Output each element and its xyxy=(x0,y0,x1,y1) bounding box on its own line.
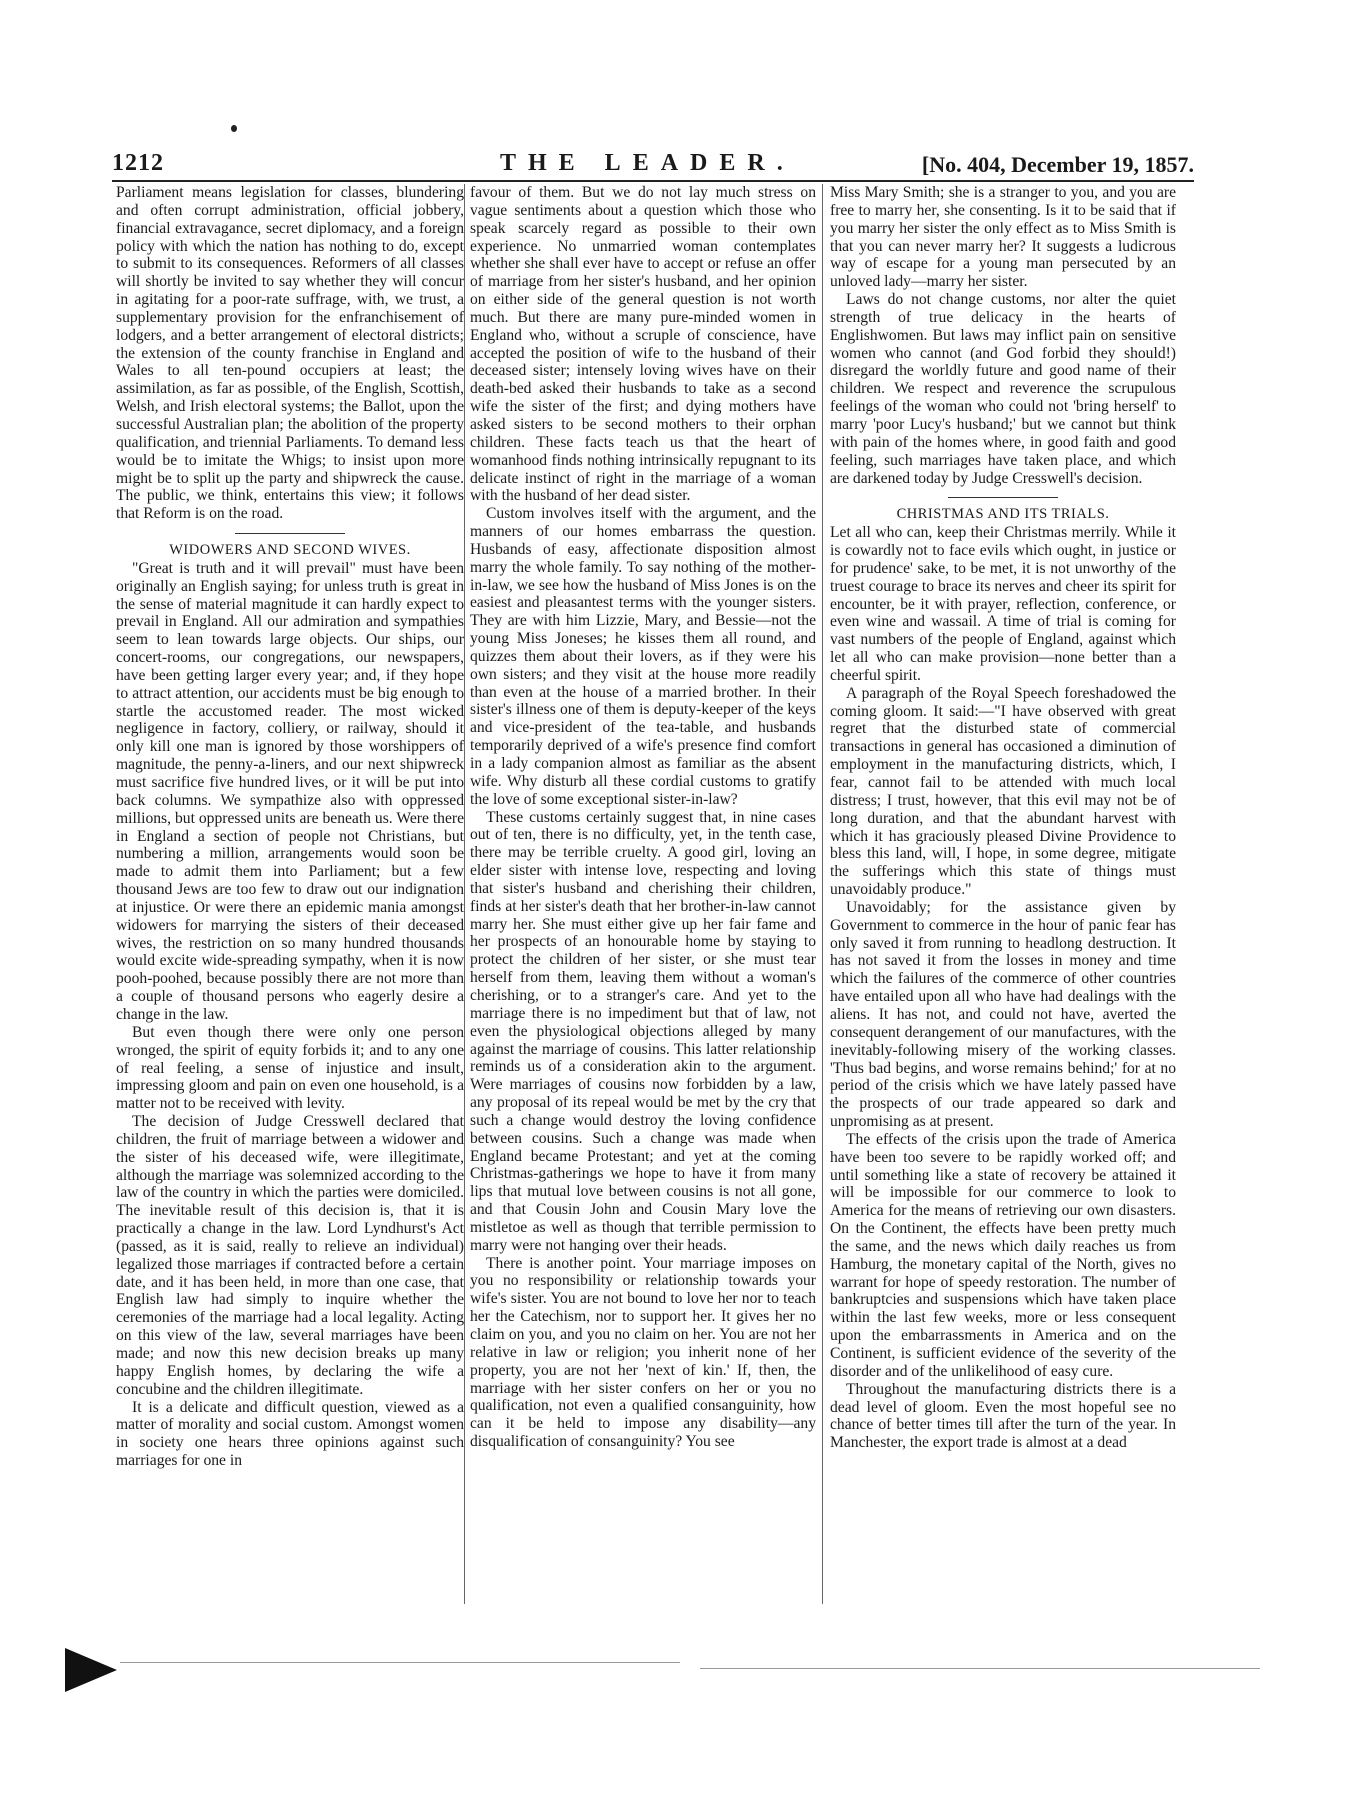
column-rule-1 xyxy=(464,184,465,1604)
section-divider xyxy=(235,533,345,534)
paragraph: "Great is truth and it will prevail" must have been originally an English saying; for unless truth is great in the sense of material magnitude it can hardly expect to prevail in England. All our admiration and sympathies seem to lean towards large objects. Our ships, our concert-rooms, our congregations, our newspapers, have been getting larger every year; and, if they hope to attract attention, our accidents must be big enough to startle the accustomed reader. The most wicked negligence in factory, colliery, or railway, should it only kill one man is ignored by those worshippers of magnitude, the penny-a-liners, and our next shipwreck must sacrifice five hundred lives, or it will be put into back columns. We sympathize also with oppressed millions, but oppressed units are beneath us. Were there in England a section of people not Christians, but numbering a million, arrangements would soon be made to admit them into Parliament; but a few thousand Jews are too few to draw out our indignation at injustice. Or were there an epidemic mania amongst widowers for marrying the sisters of their deceased wives, the restriction on so many hundred thousands would excite wide-spreading sympathy, when it is now pooh-poohed, because possibly there are not more than a couple of thousand persons who eagerly desire a change in the law. xyxy=(116,559,464,1023)
paragraph: There is another point. Your marriage imposes on you no responsibility or relationship towards your wife's sister. You are not bound to love her nor to teach her the Catechism, nor to support her. It gives her no claim on you, and you no claim on her. You are not her relative in law or religion; you inherit none of her property, you are not her 'next of kin.' If, then, the marriage with her sister confers on her or you no qualification, not even a qualified consanguinity, how can it be held to impose any disability—any disqualification of consanguinity? You see xyxy=(470,1254,816,1451)
page-number: 1212 xyxy=(112,150,164,176)
newspaper-title: THE LEADER. xyxy=(500,150,795,176)
paragraph: Throughout the manufacturing districts there is a dead level of gloom. Even the most hopeful see no chance of better times till after the turn of the year. In Manchester, the export trade is almost at a dead xyxy=(830,1380,1176,1452)
page-header xyxy=(112,150,1194,182)
column-rule-2 xyxy=(822,184,823,1604)
paragraph: But even though there were only one person wronged, the spirit of equity forbids it; and to any one of real feeling, a sense of injustice and insult, impressing gloom and pain on even one household, is a matter not to be received with levity. xyxy=(116,1023,464,1113)
article-heading-widowers: WIDOWERS AND SECOND WIVES. xyxy=(169,542,411,559)
paragraph: favour of them. But we do not lay much stress on vague sentiments about a question which those who speak scarcely regard as possible to their own experience. No unmarried woman contemplates whether she shall ever have to accept or refuse an offer of marriage from her sister's husband, and her opinion on either side of the general question is not worth much. But there are many pure-minded women in England who, without a scruple of conscience, have accepted the position of wife to the husband of their deceased sister; intensely loving wives have on their death-bed asked their husbands to take as a second wife the sister of the first; and dying mothers have asked sisters to be second mothers to their orphan children. These facts teach us that the heart of womanhood finds nothing intrinsically repugnant to its delicate instinct of right in the marriage of a woman with the husband of her dead sister. xyxy=(470,184,816,505)
paragraph: Parliament means legislation for classes, blundering and often corrupt administration, official jobbery, financial extravagance, secret diplomacy, and a foreign policy with which the nation has nothing to do, except to submit to its consequences. Reformers of all classes will shortly be invited to say whether they will concur in agitating for a poor-rate suffrage, with, we trust, a supplementary provision for the enfranchisement of lodgers, and a better arrangement of electoral districts; the extension of the county franchise in England and Wales to all ten-pound occupiers at least; the assimilation, as far as possible, of the English, Scottish, Welsh, and Irish electoral systems; the Ballot, upon the successful Australian plan; the abolition of the property qualification, and triennial Parliaments. To demand less would be to imitate the Whigs; to insist upon more might be to split up the party and shipwreck the cause. The public, we think, entertains this view; it follows that Reform is on the road. xyxy=(116,184,464,523)
issue-date: [No. 404, December 19, 1857. xyxy=(921,152,1194,177)
paragraph: A paragraph of the Royal Speech foreshadowed the coming gloom. It said:—"I have observed with great regret that the disturbed state of commercial transactions in general has occasioned a diminution of employment in the manufacturing districts, which, I fear, cannot fail to be attended with much local distress; I trust, however, that this evil may not be of long duration, and that the abundant harvest with which it has graciously pleased Divine Providence to bless this land, will, I hope, in some degree, mitigate the sufferings which this state of things must unavoidably produce." xyxy=(830,684,1176,899)
paragraph: Let all who can, keep their Christmas merrily. While it is cowardly not to face evils which ought, in justice or for prudence' sake, to be met, it is not unworthy of the truest courage to brace its nerves and cheer its spirit for encounter, be it with prayer, reflection, conference, or even wine and wassail. A time of trial is coming for vast numbers of the people of England, against which let all who can make provision—none better than a cheerful spirit. xyxy=(830,524,1176,684)
paragraph: It is a delicate and difficult question, viewed as a matter of morality and social custom. Amongst women in society one hears three opinions against such marriages for one in xyxy=(116,1398,464,1470)
paragraph: The effects of the crisis upon the trade of America have been too severe to be rapidly worked off; and until something like a state of recovery be attained it will be impossible for our commerce to look to America for the means of retrieving our own disasters. On the Continent, the effects have been pretty much the same, and the news which daily reaches us from Hamburg, the monetary capital of the North, gives no warrant for hope of speedy restoration. The number of bankruptcies and suspensions which have taken place within the last few weeks, more or less consequent upon the embarrassments in America and on the Continent, is sufficient evidence of the severity of the disorder and of the unlikelihood of easy cure. xyxy=(830,1130,1176,1380)
article-heading-christmas: CHRISTMAS AND ITS TRIALS. xyxy=(896,506,1110,523)
header-rule xyxy=(112,180,1194,182)
column-2 xyxy=(470,184,816,1584)
scan-mark-dot xyxy=(231,125,237,132)
paragraph: Custom involves itself with the argument, and the manners of our homes embarrass the question. Husbands of easy, affectionate disposition almost marry the whole family. To say nothing of the mother-in-law, we see how the husband of Miss Jones is on the easiest and pleasantest terms with the younger sisters. They are with him Lizzie, Mary, and Bessie—not the young Miss Joneses; he kisses them all round, and quizzes them about their lovers, as if they were his own sisters; and they visit at the house more readily than even at the house of a married brother. In their sister's illness one of them is deputy-keeper of the keys and vice-president of the tea-table, and husbands temporarily deprived of a wife's presence find comfort in a lady companion almost as familiar as the absent wife. Why disturb all these cordial customs to gratify the love of some exceptional sister-in-law? xyxy=(470,505,816,808)
paragraph: Laws do not change customs, nor alter the quiet strength of true delicacy in the hearts of Englishwomen. But laws may inflict pain on sensitive women who cannot (and God forbid they should!) disregard the worldly future and good name of their children. We respect and reverence the scrupulous feelings of the woman who could not 'bring herself' to marry 'poor Lucy's husband;' but we cannot but think with pain of the homes where, in good faith and good feeling, such marriages have taken place, and which are darkened today by Judge Cresswell's decision. xyxy=(830,291,1176,487)
scan-noise-line xyxy=(120,1662,680,1663)
column-1 xyxy=(116,184,464,1584)
section-divider xyxy=(948,497,1058,498)
scan-corner-mark xyxy=(65,1648,117,1692)
paragraph: Miss Mary Smith; she is a stranger to you, and you are free to marry her, she consenting. Is it to be said that if you marry her sister the only effect as to Miss Smith is that you can never marry her? It suggests a ludicrous way of escape for a young man persecuted by an unloved lady—marry her sister. xyxy=(830,184,1176,291)
paragraph: The decision of Judge Cresswell declared that children, the fruit of marriage between a widower and the sister of his deceased wife, were illegitimate, although the marriage was solemnized according to the law of the country in which the parties were domiciled. The inevitable result of this decision is, that it is practically a change in the law. Lord Lyndhurst's Act (passed, as it is said, really to relieve an individual) legalized those marriages if contracted before a certain date, and it has been held, in more than one case, that English law had simply to inquire whether the ceremonies of the marriage had a local legality. Acting on this view of the law, several marriages have been made; and now this new decision breaks up many happy English homes, by declaring the wife a concubine and the children illegitimate. xyxy=(116,1113,464,1398)
column-3 xyxy=(830,184,1176,1584)
paragraph: These customs certainly suggest that, in nine cases out of ten, there is no difficulty, yet, in the tenth case, there may be terrible cruelty. A good girl, loving an elder sister with intense love, respecting and loving that sister's husband and cherishing their children, finds at her sister's death that her brother-in-law cannot marry her. She must either give up her fair fame and her prospects of an honourable home by staying to protect the children of her sister, or she must tear herself from them, leaving them without a woman's cherishing, or to a stranger's care. And yet to the marriage there is no impediment but that of law, not even the physiological objections alleged by many against the marriage of cousins. This latter relationship reminds us of a consideration akin to the argument. Were marriages of cousins now forbidden by a law, any proposal of its repeal would be met by the cry that such a change would destroy the loving confidence between cousins. Such a change was made when England became Protestant; and yet at the coming Christmas-gatherings we hope to have it from many lips that mutual love between cousins is not all gone, and that Cousin John and Cousin Mary love the mistletoe as well as though that terrible permission to marry were not hanging over their heads. xyxy=(470,808,816,1254)
scan-noise-line xyxy=(700,1668,1260,1669)
paragraph: Unavoidably; for the assistance given by Government to commerce in the hour of panic fear has only saved it from running to headlong destruction. It has not saved it from the losses in money and time which the failures of the commerce of other countries have entailed upon all who have had dealings with the aliens. It has not, and could not have, averted the consequent derangement of our manufactures, with the inevitably-following misery of the working classes. 'Thus bad begins, and worse remains behind;' for at no period of the crisis which we have lately passed have the prospects of our trade appeared so dark and unpromising as at present. xyxy=(830,898,1176,1131)
